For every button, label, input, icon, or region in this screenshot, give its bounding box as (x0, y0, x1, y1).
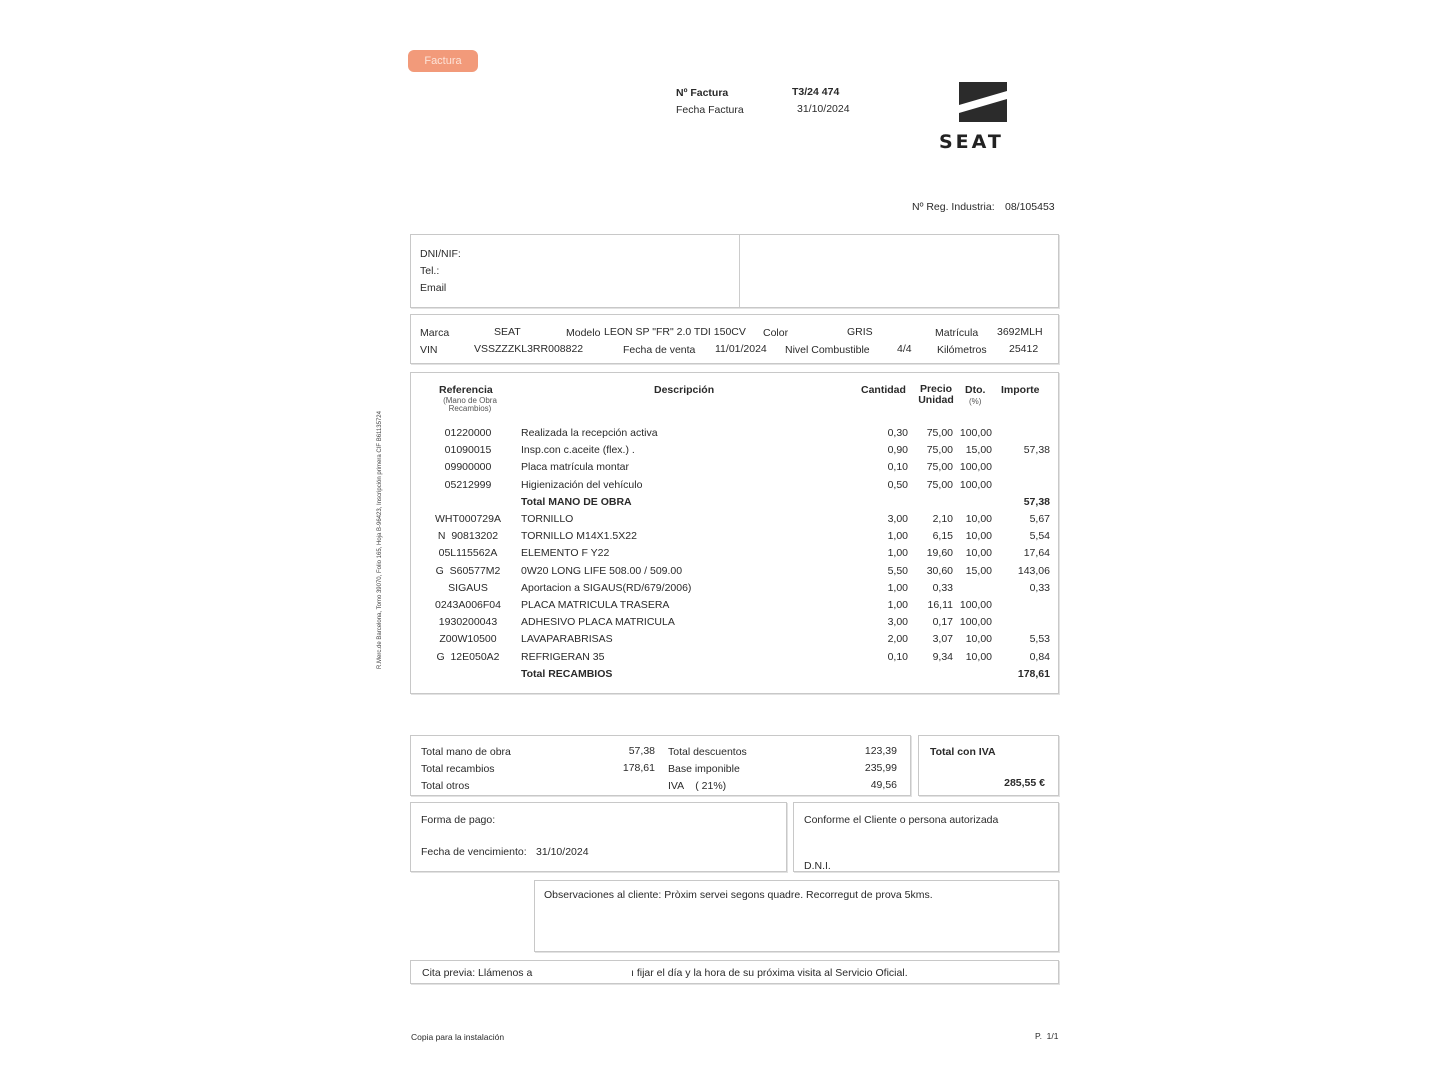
total-descuentos-value: 123,39 (864, 745, 897, 757)
table-row (411, 444, 1056, 460)
cell-descripcion: Aportacion a SIGAUS(RD/679/2006) (521, 581, 692, 594)
cell-referencia: 01090015 (444, 444, 492, 457)
cell-precio: 75,00 (926, 444, 953, 457)
cell-importe: 178,61 (1017, 667, 1050, 680)
color-label: Color (763, 327, 789, 339)
cell-descripcion: Insp.con c.aceite (flex.) . (521, 444, 635, 457)
color-value: GRIS (847, 326, 873, 338)
col-header-precio: Precio Unidad (918, 383, 954, 406)
cell-referencia: Z00W10500 (439, 633, 497, 646)
matricula-value: 3692MLH (997, 326, 1043, 338)
seat-logo-icon (955, 78, 1011, 126)
cell-dto: 10,00 (965, 650, 992, 663)
cell-precio: 6,15 (932, 530, 953, 543)
invoice-date: 31/10/2024 (797, 103, 850, 115)
reg-industria-label: Nº Reg. Industria: (912, 201, 995, 213)
cell-cantidad: 1,00 (887, 530, 908, 543)
cell-dto: 10,00 (965, 547, 992, 560)
combustible-label: Nivel Combustible (785, 344, 870, 356)
cell-importe: 5,53 (1029, 633, 1050, 646)
cell-precio: 30,60 (926, 564, 953, 577)
cell-dto: 100,00 (959, 427, 992, 439)
table-row (411, 461, 1056, 477)
cell-precio: 9,34 (932, 650, 953, 663)
tel-label: Tel.: (420, 265, 440, 277)
table-total-row (411, 496, 1056, 512)
invoice-date-label: Fecha Factura (676, 104, 744, 116)
table-row (411, 651, 1056, 667)
cell-dto: 10,00 (965, 633, 992, 646)
vin-value: VSSZZZKL3RR008822 (474, 343, 584, 355)
table-total-row (411, 668, 1056, 684)
invoice-number: T3/24 474 (792, 86, 840, 98)
total-recambios-value: 178,61 (622, 762, 655, 774)
cell-referencia: G 12E050A2 (436, 650, 500, 663)
col-header-referencia: Referencia (439, 384, 493, 396)
items-table (410, 372, 1059, 694)
iva-label: IVA ( 21%) (668, 780, 727, 792)
cell-referencia: 0243A006F04 (435, 599, 501, 611)
cita-previa-box (410, 960, 1059, 984)
cell-importe: 0,84 (1029, 650, 1050, 663)
vin-label: VIN (420, 344, 438, 356)
cell-referencia: 01220000 (444, 427, 492, 439)
cita-previa-right: ı fijar el día y la hora de su próxima visita al Servicio Oficial. (631, 967, 908, 979)
fecha-venta-value: 11/01/2024 (715, 343, 767, 355)
cell-precio: 0,17 (932, 616, 953, 629)
invoice-number-label: Nº Factura (676, 87, 729, 99)
cell-dto: 100,00 (959, 478, 992, 491)
signature-box (793, 802, 1059, 872)
observaciones-text: Observaciones al cliente: Pròxim servei segons quadre. Recorregut de prova 5kms. (544, 889, 933, 901)
cell-cantidad: 0,10 (887, 650, 908, 663)
cell-dto: 15,00 (965, 564, 992, 577)
total-descuentos-label: Total descuentos (668, 746, 747, 758)
col-header-dto-sub: (%) (969, 397, 982, 406)
base-imponible-label: Base imponible (668, 763, 740, 775)
table-row (411, 479, 1056, 495)
cell-importe: 5,54 (1029, 530, 1050, 543)
cell-descripcion: PLACA MATRICULA TRASERA (521, 599, 670, 611)
table-row (411, 513, 1056, 529)
combustible-value: 4/4 (897, 343, 912, 355)
cell-descripcion: Realizada la recepción activa (521, 427, 658, 439)
cell-cantidad: 3,00 (887, 616, 908, 629)
cell-precio: 75,00 (926, 461, 953, 474)
cell-cantidad: 2,00 (887, 633, 908, 646)
cell-importe: 57,38 (1023, 444, 1050, 457)
conforme-label: Conforme el Cliente o persona autorizada (804, 814, 999, 826)
cell-descripcion: TORNILLO (521, 513, 574, 525)
cell-cantidad: 0,10 (887, 461, 908, 474)
cell-descripcion: LAVAPARABRISAS (521, 633, 613, 646)
cell-importe: 57,38 (1023, 495, 1050, 508)
cell-cantidad: 0,30 (887, 427, 908, 439)
totals-box (410, 735, 911, 796)
cell-cantidad: 0,90 (887, 444, 908, 457)
footer-page-number: P. 1/1 (1035, 1031, 1059, 1041)
total-con-iva-label: Total con IVA (930, 746, 996, 758)
brand-name: SEAT (939, 131, 1004, 153)
col-header-descripcion: Descripción (654, 384, 715, 396)
table-row (411, 427, 1056, 443)
registry-side-text: R.Merc.de Barcelona, Tomo 39070, Folio 165, Hoja B-96423, Inscripción primera CIF B61135724 (377, 411, 383, 669)
cell-descripcion: Higienización del vehículo (521, 478, 643, 491)
total-mano-obra-value: 57,38 (628, 745, 655, 757)
cell-referencia: WHT000729A (435, 513, 501, 525)
cell-cantidad: 0,50 (887, 478, 908, 491)
modelo-value: LEON SP "FR" 2.0 TDI 150CV (604, 326, 746, 338)
signature-dni-label: D.N.I. (804, 860, 831, 872)
cell-cantidad: 3,00 (887, 513, 908, 525)
col-header-dto: Dto. (965, 384, 986, 396)
cell-referencia: 05L115562A (438, 547, 498, 560)
col-header-referencia-sub: (Mano de Obra Recambios) (443, 396, 497, 413)
total-mano-obra-label: Total mano de obra (421, 746, 511, 758)
total-con-iva-value: 285,55 € (1004, 777, 1045, 789)
document-type-badge: Factura (408, 50, 478, 72)
table-row (411, 582, 1056, 598)
cell-precio: 3,07 (932, 633, 953, 646)
cell-descripcion: 0W20 LONG LIFE 508.00 / 509.00 (521, 564, 683, 577)
customer-box (410, 234, 1059, 308)
fecha-venta-label: Fecha de venta (623, 344, 696, 356)
matricula-label: Matrícula (935, 327, 979, 339)
table-row (411, 633, 1056, 649)
forma-pago-label: Forma de pago: (421, 814, 496, 826)
cell-precio: 75,00 (926, 478, 953, 491)
cell-dto: 100,00 (959, 599, 992, 611)
fecha-vencimiento-label: Fecha de vencimiento: (421, 846, 527, 858)
col-header-importe: Importe (1001, 384, 1040, 396)
cita-previa-left: Cita previa: Llámenos a (422, 967, 533, 979)
table-row (411, 599, 1056, 615)
cell-precio: 16,11 (927, 599, 953, 611)
cell-precio: 19,60 (926, 547, 953, 560)
cell-descripcion: REFRIGERAN 35 (521, 650, 605, 663)
cell-descripcion: TORNILLO M14X1.5X22 (521, 530, 637, 543)
total-con-iva-box (918, 735, 1059, 796)
table-row (411, 547, 1056, 563)
cell-precio: 0,33 (932, 581, 953, 594)
table-row (411, 616, 1056, 632)
km-label: Kilómetros (937, 344, 987, 356)
cell-descripcion: ELEMENTO F Y22 (521, 547, 610, 560)
modelo-label: Modelo (566, 327, 601, 339)
cell-importe: 5,67 (1029, 513, 1050, 525)
base-imponible-value: 235,99 (864, 762, 897, 774)
cell-precio: 2,10 (932, 513, 953, 525)
km-value: 25412 (1009, 343, 1039, 355)
cell-dto: 100,00 (959, 616, 992, 629)
cell-referencia: 05212999 (444, 478, 492, 491)
table-row (411, 530, 1056, 546)
vehicle-box (410, 314, 1059, 364)
marca-label: Marca (420, 327, 450, 339)
total-otros-label: Total otros (421, 780, 470, 792)
cell-importe: 143,06 (1017, 564, 1050, 577)
dni-label: DNI/NIF: (420, 248, 461, 260)
iva-value: 49,56 (870, 779, 897, 791)
col-header-cantidad: Cantidad (861, 384, 906, 396)
cell-referencia: N 90813202 (437, 530, 499, 543)
marca-value: SEAT (494, 326, 521, 338)
cell-cantidad: 1,00 (887, 547, 908, 560)
observaciones-box (534, 880, 1059, 952)
reg-industria-value: 08/105453 (1005, 201, 1055, 213)
cell-cantidad: 1,00 (887, 599, 908, 611)
cell-descripcion: Total MANO DE OBRA (521, 495, 632, 508)
customer-divider (739, 235, 740, 307)
fecha-vencimiento-value: 31/10/2024 (536, 846, 589, 858)
cell-precio: 75,00 (926, 427, 953, 439)
cell-dto: 15,00 (965, 444, 992, 457)
payment-box (410, 802, 787, 872)
cell-descripcion: ADHESIVO PLACA MATRICULA (521, 616, 675, 629)
cell-dto: 10,00 (965, 513, 992, 525)
cell-importe: 17,64 (1023, 547, 1050, 560)
table-row (411, 565, 1056, 581)
email-label: Email (420, 282, 447, 294)
cell-cantidad: 5,50 (887, 564, 908, 577)
cell-dto: 10,00 (965, 530, 992, 543)
cell-descripcion: Placa matrícula montar (521, 461, 629, 474)
cell-referencia: 09900000 (444, 461, 492, 474)
cell-descripcion: Total RECAMBIOS (521, 667, 613, 680)
cell-importe: 0,33 (1029, 581, 1050, 594)
cell-cantidad: 1,00 (887, 581, 908, 594)
total-recambios-label: Total recambios (421, 763, 495, 775)
cell-referencia: 1930200043 (438, 616, 498, 629)
cell-dto: 100,00 (959, 461, 992, 474)
cell-referencia: SIGAUS (448, 581, 488, 594)
cell-referencia: G S60577M2 (435, 564, 501, 577)
footer-copy-note: Copia para la instalación (411, 1032, 505, 1042)
